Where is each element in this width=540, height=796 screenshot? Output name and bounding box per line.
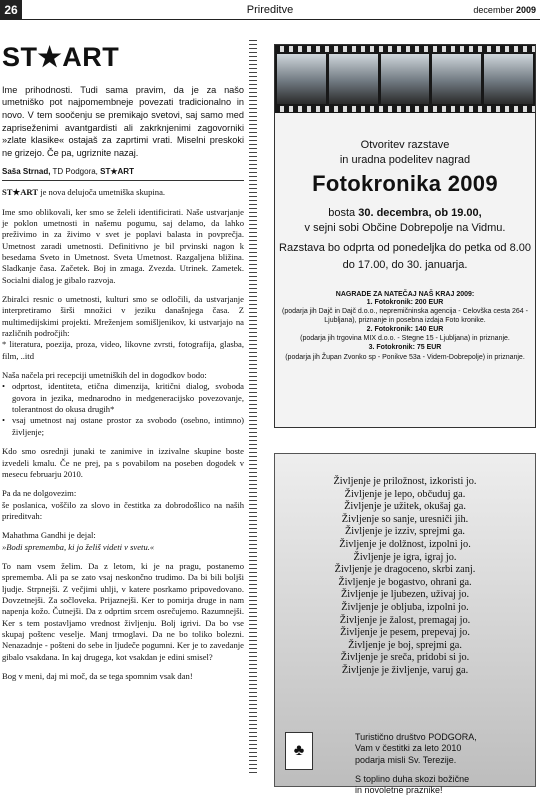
exhibition-box xyxy=(274,44,536,428)
principles-list xyxy=(2,381,244,438)
list-item: • vsaj umetnost naj ostane prostor za svobodo (osebno, intimno) življenje; xyxy=(2,415,244,438)
issue-year: 2009 xyxy=(515,5,536,15)
gandhi-quote: »Bodi sprememba, ki jo želiš videti v svetu.« xyxy=(2,541,155,552)
paragraph: Bog v meni, daj mi moč, da se tega spomnim vsak dan! xyxy=(2,671,193,682)
paragraph: Zbiralci resnic o umetnosti, kulturi smo se odločili, da ustvarjanje interpretiramo širši množici v jeziku današnjega časa. Z multimedijskimi projekti. Mreženjem somišljenikov, ki ustvarjajo na različnih področjih: * literatura, poezija, proza, video, likovne zvrsti, fotografija, glasba, film, ..itd xyxy=(2,294,244,361)
prizes-title: NAGRADE ZA NATEČAJ NAŠ KRAJ 2009: xyxy=(335,291,475,298)
star-icon: ★ xyxy=(37,42,63,72)
section-title: Prireditve xyxy=(246,4,294,16)
exhibition-name: Fotokronika 2009 xyxy=(312,171,498,196)
exhibition-date: bosta 30. decembra, ob 19.00, xyxy=(328,207,482,219)
list-item: • odprtost, identiteta, etična dimenzija, kritični dialog, svoboda govora in jezika, mednarodno in medgeneracijsko povezovanje, tolerantnost do okusa drugih* xyxy=(2,381,244,415)
page-header xyxy=(0,0,540,20)
paragraph: Kdo smo osrednji junaki te zanimive in izzivalne skupine boste izvedeli kmalu. Če ne prej, pa s povabilom na poseben dogodek v mesecu februarju 2010. xyxy=(2,446,244,479)
article-intro: Ime prihodnosti. Tudi sama pravim, da je za našo umetniško pot najpomembneje povezati tradicionalno in novo. V tem soočenju se premikajo svetovi, saj samo med zapriseženimi avantgardisti ali zakrknjenimi zagovorniki »zlate klasike« ostajaš za zaprtimi vrati. Miselni preskoki ne grizejo. Če pa, ugriznite nazaj. xyxy=(2,84,244,159)
article-byline: Saša Strnad, TD Podgora, ST★ART xyxy=(2,167,244,182)
film-strip-image xyxy=(275,45,535,113)
greeting-text: Turistično društvo PODGORA, Vam v čestitki za leto 2010 podarja misli Sv. Terezije. S toplino duha skozi božične in novoletne praznike! xyxy=(355,732,477,795)
issue-label xyxy=(473,5,536,15)
issue-month: december xyxy=(473,5,514,15)
paragraph: Ime smo oblikovali, ker smo se želeli identificirati. Naše ustvarjanje je poklon umetnosti in našemu pogumu, saj delamo, da lahko preživimo in za živimo v svet je poplavi balasta in povprečja. Umetnost zaradi umetnosti. Definitivno je bil prvinski nagon k besedama Sveto in Umetnost. Sveta Umetnost. Razgaljena bližina. Sladkanje časa. Začetek. Boj in zmaga. Zvezda. Utrinek. Zametek. Socialni dialog je gibalo razvoja. xyxy=(2,206,244,285)
paragraph: Pa da ne dolgovezim: xyxy=(2,488,77,499)
greeting-card xyxy=(274,453,536,795)
paragraph: ST★ART je nova delujoča umetniška skupina. xyxy=(2,187,166,198)
article-title: ST★ART xyxy=(2,42,120,72)
exhibition-line2: in uradna podelitev nagrad xyxy=(339,154,471,166)
exhibition-line1: Otvoritev razstave xyxy=(360,139,450,151)
paragraph: še poslanica, voščilo za slovo in čestitka za dobrodošlico na naših prireditvah: xyxy=(2,499,244,521)
column-divider xyxy=(249,40,257,775)
paragraph: Mahathma Gandhi je dejal: »Bodi sprememba, ki jo želiš videti v svetu.« xyxy=(2,530,155,552)
prize-item: 2. Fotokronik: 140 EUR (podarja jih trgovina MIX d.o.o. - Stegne 15 - Ljubljana) in priznanje. xyxy=(300,326,510,343)
exhibition-hours: Razstava bo odprta od ponedeljka do petka od 8.00 do 17.00, do 30. januarja. xyxy=(279,242,531,271)
prize-item: 1. Fotokronik: 200 EUR (podarja jih Dajč in Dajč d.o.o., nepremičninska agencija - Celovška cesta 264 - Ljubljana), priznanje in posebna izdaja Foto kronike. xyxy=(282,299,528,325)
society-emblem-icon: ♣ xyxy=(285,732,313,770)
prize-item: 3. Fotokronik: 75 EUR (podarja jih Župan Zvonko sp - Ponikve 53a - Videm-Dobrepolje) in priznanje. xyxy=(285,344,525,361)
paragraph: Naša načela pri recepciji umetniških del in dogodkov bodo: xyxy=(2,370,207,381)
poem: Življenje je priložnost, izkoristi jo. Življenje je lepo, občuduj ga. Življenje je užitek, okušaj ga. Življenje so sanje, uresniči jih. Življenje je izziv, sprejmi ga. Življenje je dolžnost, izpolni jo. Življenje je igra, igraj jo. Življenje je dragoceno, skrbi zanj. Življenje je bogastvo, ohrani ga. Življenje je ljubezen, uživaj jo. Življenje je obljuba, izpolni jo. Življenje je žalost, premagaj jo. Življenje je pesem, prepevaj jo. Življenje je boj, sprejmi ga. Življenje je sreča, pridobi si jo. Življenje je življenje, varuj ga. xyxy=(333,476,477,676)
page-number: 26 xyxy=(0,0,22,20)
article-column xyxy=(2,26,244,690)
exhibition-venue: v sejni sobi Občine Dobrepolje na Vidmu. xyxy=(304,222,506,234)
paragraph: To nam vsem želim. Da z letom, ki je na pragu, postanemo sprememba. Ali pa se zato vsaj neskončno trudimo. Da bi bili boljši ljudje. Strpnejši. Z večjimi uhlji, v katere posrkamo pripovedovano. Dovzetnejši. Za sočloveka. Prijaznejši. Ker to pomirja druge in nam napenja kožo. Čutnejši. Da z odprtim srcem osrečujemo. Razumnejši. Ker s tem postavljamo vrednost življenju. Bolj igrivi. Da bo vse skupaj poštenc veselje. Manj trmoglavi. Da ne bo toliko bolezni. Nenazadnje - pošteni do sebe in ljudeče pogumni. Ker je to zavedanje gibalo vsakdana. In kaj drugega, kot vsakdan je edini smisel? xyxy=(2,560,244,662)
